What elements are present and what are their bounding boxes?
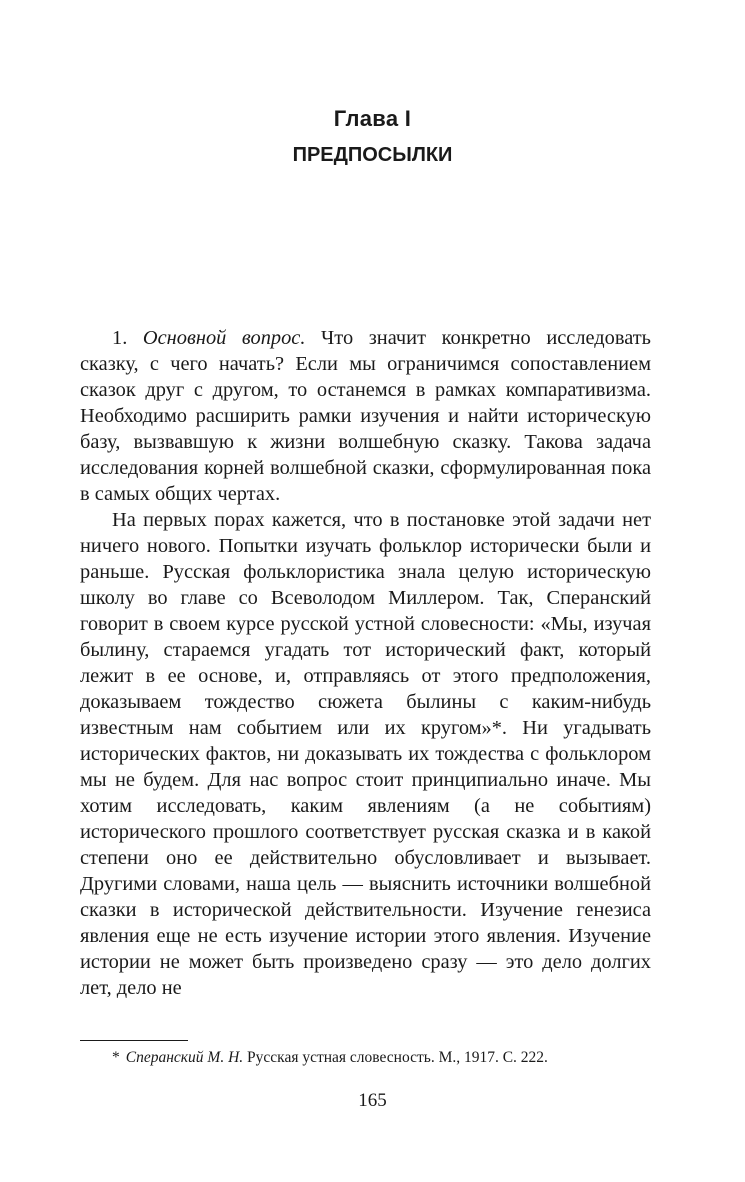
footnote-author: Сперанский М. Н. — [125, 1049, 244, 1066]
section-heading-italic: Основной вопрос. — [142, 327, 306, 349]
footnote-text: Русская устная словесность. М., 1917. С. 222. — [247, 1049, 548, 1066]
footnote — [80, 1047, 651, 1069]
paragraph-number: 1. — [112, 327, 128, 349]
paragraph-1-text: Что значит конкретно исследовать сказку, с чего начать? Если мы ограничимся сопоставлением сказок друг с другом, то останемся в рамках компаративизма. Необходимо расширить рамки изучения и найти историческую базу, вызвавшую к жизни волшебную сказку. Такова задача исследования корней волшебной сказки, сформулированная пока в самых общих чертах. — [80, 327, 651, 505]
page-number: 165 — [358, 1090, 387, 1111]
body-text — [80, 325, 651, 1001]
footnote-mark: * — [112, 1049, 120, 1066]
chapter-title: Глава I — [333, 106, 412, 131]
paragraph-2: На первых порах кажется, что в постановке этой задачи нет ничего нового. Попытки изучать фольклор исторически были и раньше. Русская фольклористика знала целую историческую школу во главе со Всеволодом Миллером. Так, Сперанский говорит в своем курсе русской устной словесности: «Мы, изучая былину, стараемся угадать тот исторический факт, который лежит в ее основе, и, отправляясь от этого предположения, доказываем тождество сюжета былины с каким-нибудь известным нам событием или их кругом»*. Ни угадывать исторических фактов, ни доказывать их тождества с фольклором мы не будем. Для нас вопрос стоит принципиально иначе. Мы хотим исследовать, каким явлениям (а не событиям) исторического прошлого соответствует русская сказка и в какой степени оно ее действительно обусловливает и вызывает. Другими словами, наша цель — выяснить источники волшебной сказки в исторической действительности. Изучение генезиса явления еще не есть изучение истории этого явления. Изучение истории не может быть произведено сразу — это дело долгих лет, дело не — [80, 509, 651, 999]
footnote-divider — [80, 1040, 188, 1041]
chapter-subtitle: ПРЕДПОСЫЛКИ — [292, 144, 453, 166]
paragraph-1 — [80, 325, 651, 507]
